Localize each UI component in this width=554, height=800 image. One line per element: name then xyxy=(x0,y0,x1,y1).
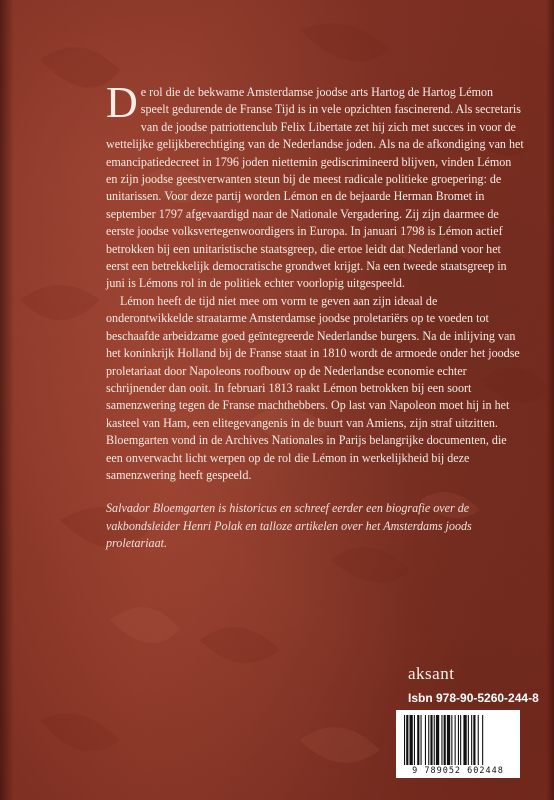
barcode-bar xyxy=(463,715,466,765)
barcode-bar xyxy=(436,715,439,765)
spine-shadow xyxy=(0,0,14,800)
barcode-bar xyxy=(451,715,452,765)
blurb-text xyxy=(106,78,524,553)
barcode-bar xyxy=(421,715,422,765)
barcode-bar xyxy=(447,715,450,765)
barcode xyxy=(396,710,520,778)
barcode-bar xyxy=(417,715,419,765)
barcode-bar xyxy=(455,715,456,765)
barcode-bar xyxy=(406,715,408,765)
barcode-bar xyxy=(460,715,461,765)
barcode-bar xyxy=(482,715,483,765)
publisher-logo: aksant xyxy=(408,664,455,683)
barcode-bar xyxy=(471,715,472,765)
barcode-bar xyxy=(434,715,435,765)
isbn-label: Isbn 978-90-5260-244-8 xyxy=(408,691,539,705)
barcode-bar xyxy=(430,715,432,765)
barcode-bar xyxy=(425,715,426,765)
blurb-paragraph-2: Lémon heeft de tijd niet mee om vorm te geven aan zijn ideaal de onderontwikkelde straatarme Amsterdamse joodse proletariërs op te voeden tot beschaafde arbeidzame goed geïntegreerde Nederlandse burgers. Na de inlijving van het koninkrijk Holland bij de Franse staat in 1810 wordt de armoede onder het joodse proletariaat door Napoleons roofbouw op de Nederlandse economie echter schrijnender dan ooit. In februari 1813 raakt Lémon betrokken bij een soort samenzwering tegen de Franse machthebbers. Op last van Napoleon moet hij in het kasteel van Ham, een elitegevangenis in de buurt van Amiens, zijn straf uitzitten. Bloemgarten vond in de Archives Nationales in Parijs belangrijke documenten, die een onverwacht licht werpen op de rol die Lémon in werkelijkheid bij deze samenzwering heeft gespeeld. xyxy=(106,293,520,482)
author-bio: Salvador Bloemgarten is historicus en schreef eerder een biografie over de vakbondsleider Henri Polak en talloze artikelen over het Amsterdams joods proletariaat. xyxy=(106,501,472,551)
barcode-bars xyxy=(404,715,512,765)
barcode-bar xyxy=(428,715,429,765)
barcode-bar xyxy=(444,715,446,765)
barcode-bar xyxy=(410,715,413,765)
edge-shadow xyxy=(546,0,554,800)
drop-cap: D xyxy=(106,78,138,127)
barcode-bar xyxy=(414,715,415,765)
blurb-paragraph-1 xyxy=(106,78,524,293)
barcode-bar xyxy=(441,715,442,765)
barcode-bar xyxy=(404,715,405,765)
barcode-bar xyxy=(458,715,459,765)
barcode-bar xyxy=(473,715,475,765)
paragraph-1-text: e rol die de bekwame Amsterdamse joodse arts Hartog de Hartog Lémon speelt gedurende de Franse Tijd is in vele opzichten fascinerend. Als secretaris van de joodse patriottenclub Felix Libertate zet hij zich met succes in voor de wettelijke gelijkberechtiging van de Nederlandse joden. Als na de afkondiging van het emancipatiedecreet in 1796 joden niettemin gediscrimineerd blijven, vinden Lémon en zijn joodse geestverwanten steun bij de meest radicale politieke groepering: de unitarissen. Voor deze partij worden Lémon en de bejaarde Herman Bromet in september 1797 afgevaardigd naar de Nationale Vergadering. Zij zijn daarmee de eerste joodse volksvertegenwoordigers in Europa. In januari 1798 is Lémon actief betrokken bij een unitaristische staatsgreep, die ertoe leidt dat Nederland voor het eerst een betrekkelijk democratische grondwet krijgt. Na een tweede staatsgreep in juni is Lémons rol in de politiek echter voorlopig uitgespeeld. xyxy=(106,85,524,291)
barcode-bar xyxy=(478,715,479,765)
barcode-digits: 9 789052 602448 xyxy=(412,766,504,776)
barcode-bar xyxy=(468,715,469,765)
